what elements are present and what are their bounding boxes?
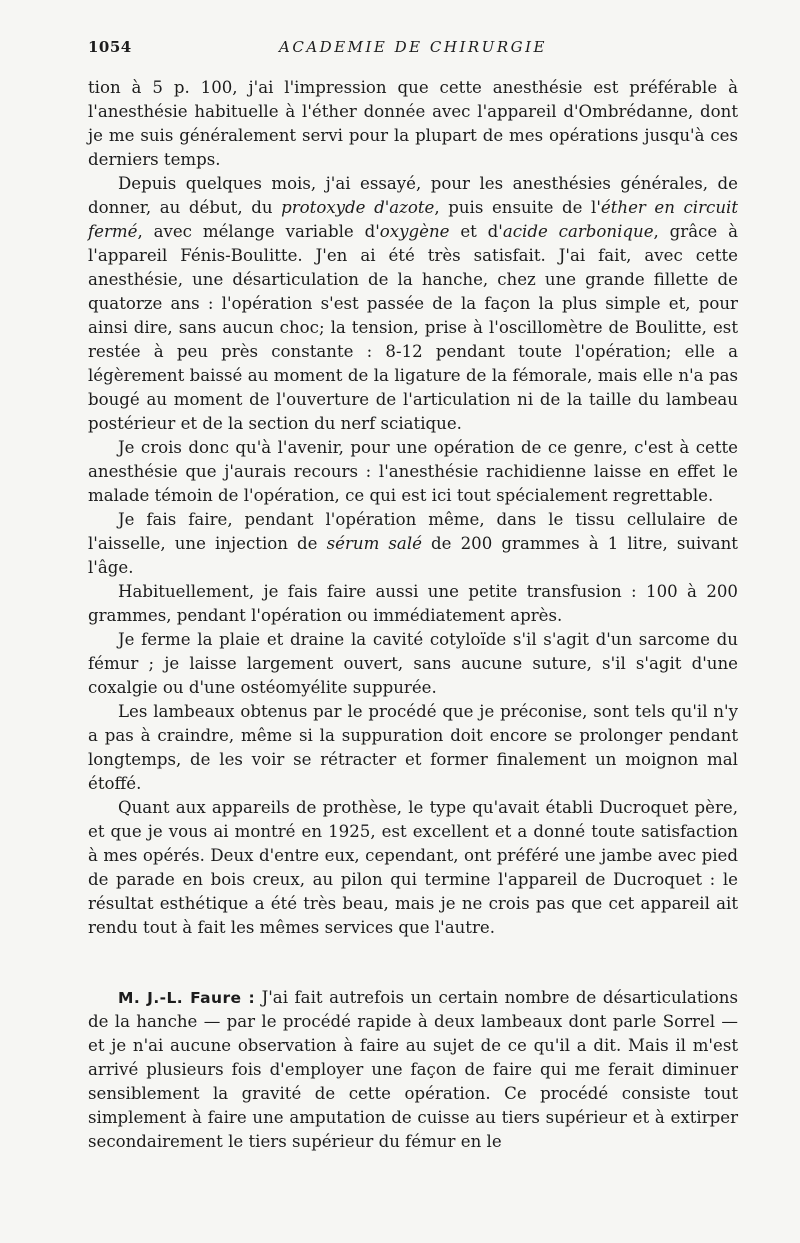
page-header [88, 38, 738, 58]
paragraph-list [88, 76, 738, 940]
text-run: Les lambeaux obtenus par le procédé que je préconise, sont tels qu'il n'y a pas à craindre, même si la suppuration doit encore se prolonger pendant longtemps, de les voir se rétracter et former finalement un moignon mal étoffé. [88, 702, 738, 793]
speaker-name: M. J.-L. Faure : [118, 989, 256, 1007]
paragraph [88, 580, 738, 628]
page-number: 1054 [88, 38, 132, 56]
text-run: , grâce à l'appareil Fénis-Boulitte. J'en ai été très satisfait. J'ai fait, avec cette anesthésie, une désarticulation de la hanche, chez une grande fillette de quatorze ans : l'opération s'est passée de la façon la plus simple et, pour ainsi dire, sans aucun choc; la tension, prise à l'oscillomètre de Boulitte, est restée à peu près constante : 8-12 pendant toute l'opération; elle a légèrement baissé au moment de la ligature de la fémorale, mais elle n'a pas bougé au moment de l'ouverture de l'articulation ni de la taille du lambeau postérieur et de la section du nerf sciatique. [88, 222, 738, 433]
paragraph [88, 436, 738, 508]
paragraph [88, 700, 738, 796]
text-run: Habituellement, je fais faire aussi une petite transfusion : 100 à 200 grammes, pendant l'opération ou immédiatement après. [88, 582, 738, 625]
text-run: Je crois donc qu'à l'avenir, pour une opération de ce genre, c'est à cette anesthésie que j'aurais recours : l'anesthésie rachidienne laisse en effet le malade témoin de l'opération, ce qui est ici tout spécialement regrettable. [88, 438, 738, 505]
text-run: de 200 grammes à 1 litre, suivant l'âge. [88, 534, 738, 577]
paragraph [88, 508, 738, 580]
speech-paragraph [88, 986, 738, 1154]
speech-text: J'ai fait autrefois un certain nombre de désarticulations de la hanche — par le procédé rapide à deux lambeaux dont parle Sorrel — et je n'ai aucune observation à faire au sujet de ce qu'il a dit. Mais il m'est arrivé plusieurs fois d'employer une façon de faire qui me ferait diminuer sensiblement la gravité de cette opération. Ce procédé consiste tout simplement à faire une amputation de cuisse au tiers supérieur et à extirper secondairement le tiers supérieur du fémur en le [88, 988, 738, 1151]
section-gap [88, 940, 738, 986]
text-run: et d' [449, 222, 503, 241]
text-run: tion à 5 p. 100, j'ai l'impression que cette anesthésie est préférable à l'anesthésie habituelle à l'éther donnée avec l'appareil d'Ombrédanne, dont je me suis généralement servi pour la plupart de mes opérations jusqu'à ces derniers temps. [88, 78, 738, 169]
italic-text: protoxyde d'azote [281, 198, 435, 217]
text-run: Je fais faire, pendant l'opération même, dans le tissu cellulaire de l'aisselle, une injection de [88, 510, 738, 553]
italic-text: sérum salé [326, 534, 422, 553]
paragraph [88, 796, 738, 940]
paragraph [88, 172, 738, 436]
text-run: , avec mélange variable d' [137, 222, 380, 241]
text-run: Depuis quelques mois, j'ai essayé, pour les anesthésies générales, de donner, au début, du [88, 174, 738, 217]
paragraph [88, 76, 738, 172]
body-text [88, 76, 738, 1154]
italic-text: oxygène [379, 222, 450, 241]
text-run: Je ferme la plaie et draine la cavité cotyloïde s'il s'agit d'un sarcome du fémur ; je laisse largement ouvert, sans aucune suture, s'il s'agit d'une coxalgie ou d'une ostéomyélite suppurée. [88, 630, 738, 697]
italic-text: éther en circuit fermé [88, 198, 739, 241]
text-run: , puis ensuite de l' [434, 198, 601, 217]
italic-text: acide carbonique [502, 222, 654, 241]
text-run: Quant aux appareils de prothèse, le type qu'avait établi Ducroquet père, et que je vous ai montré en 1925, est excellent et a donné toute satisfaction à mes opérés. Deux d'entre eux, cependant, ont préféré une jambe avec pied de parade en bois creux, au pilon qui termine l'appareil de Ducroquet : le résultat esthétique a été très beau, mais je ne crois pas que cet appareil ait rendu tout à fait les mêmes services que l'autre. [88, 798, 738, 937]
paragraph [88, 628, 738, 700]
running-title: ACADEMIE DE CHIRURGIE [279, 38, 547, 56]
